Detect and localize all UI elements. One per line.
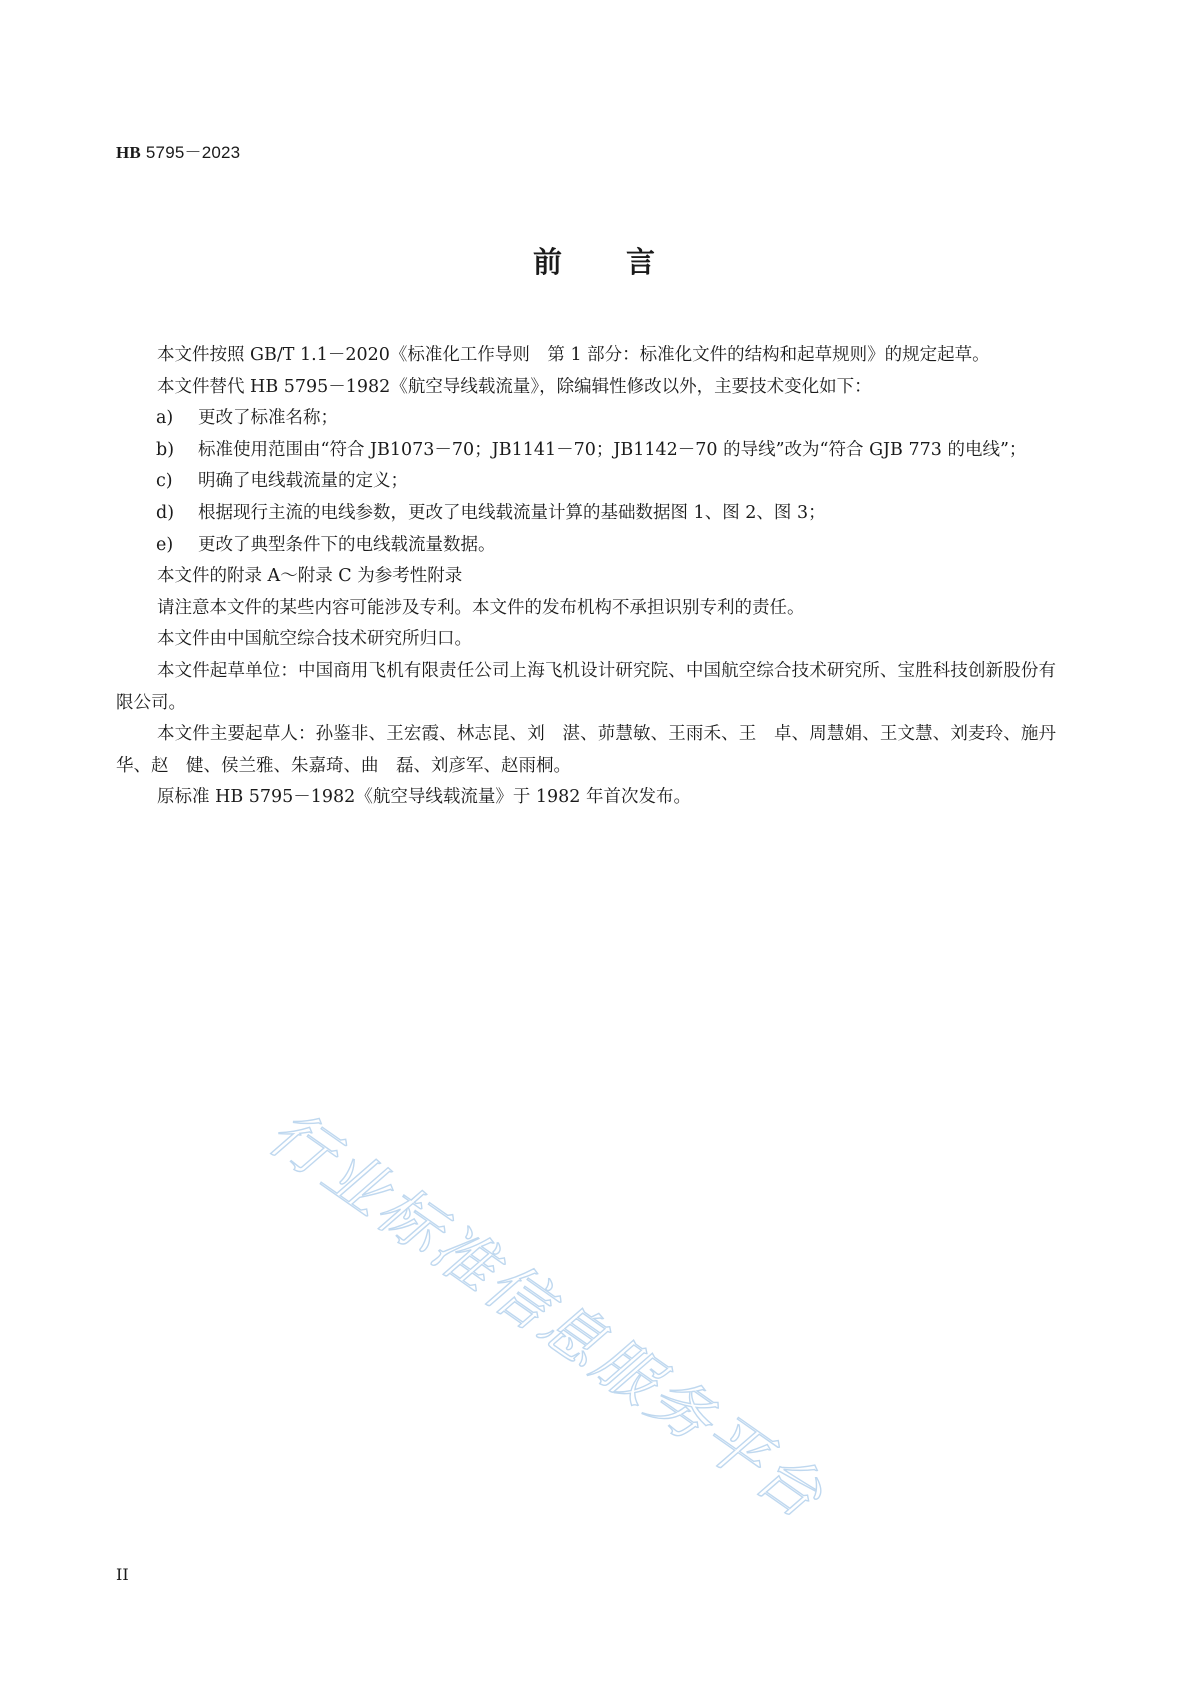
- change-text: 标准使用范围由“符合 JB1073－70；JB1141－70；JB1142－70 的导线”改为“符合 GJB 773 的电线”；: [198, 439, 1027, 460]
- change-marker: c): [156, 471, 173, 492]
- change-marker: a): [156, 408, 174, 429]
- paragraph-responsible: 本文件由中国航空综合技术研究所归口。: [157, 629, 472, 650]
- watermark: 行业标准信息服务平台: [255, 1095, 839, 1535]
- paragraph-drafting-rules: 本文件按照 GB/T 1.1－2020《标准化工作导则 第 1 部分：标准化文件的结构和起草规则》的规定起草。: [157, 345, 990, 365]
- change-item: [116, 403, 1056, 435]
- foreword-body: [116, 340, 1056, 814]
- document-code-prefix: HB: [116, 143, 141, 162]
- title-char-2: 言: [626, 245, 658, 279]
- paragraph-patent: 请注意本文件的某些内容可能涉及专利。本文件的发布机构不承担识别专利的责任。: [157, 597, 805, 618]
- paragraph-drafters: 本文件主要起草人：孙鉴非、王宏霞、林志昆、刘 湛、茆慧敏、王雨禾、王 卓、周慧娟、王文慧、刘麦玲、施丹华、赵 健、侯兰雅、朱嘉琦、曲 磊、刘彦军、赵雨桐。: [116, 724, 1056, 776]
- document-code-number: 5795－2023: [140, 143, 241, 162]
- page-title: [0, 240, 1190, 281]
- change-text: 更改了典型条件下的电线载流量数据。: [198, 534, 496, 555]
- change-text: 更改了标准名称；: [198, 408, 338, 429]
- title-char-1: 前: [532, 245, 564, 279]
- change-item: [116, 435, 1056, 467]
- change-marker: e): [156, 534, 174, 555]
- document-code: [116, 138, 240, 163]
- change-text: 根据现行主流的电线参数，更改了电线载流量计算的基础数据图 1、图 2、图 3；: [198, 502, 826, 523]
- change-marker: b): [156, 439, 175, 460]
- paragraph-appendix: 本文件的附录 A～附录 C 为参考性附录: [157, 566, 463, 587]
- paragraph-replacement: 本文件替代 HB 5795－1982《航空导线载流量》，除编辑性修改以外，主要技术变化如下：: [157, 376, 872, 397]
- change-item: [116, 466, 1056, 498]
- paragraph-original-standard: 原标准 HB 5795－1982《航空导线载流量》于 1982 年首次发布。: [157, 787, 691, 808]
- paragraph-drafting-units: 本文件起草单位：中国商用飞机有限责任公司上海飞机设计研究院、中国航空综合技术研究所、宝胜科技创新股份有限公司。: [116, 660, 1056, 713]
- change-item: [116, 530, 1056, 562]
- change-text: 明确了电线载流量的定义；: [198, 471, 408, 492]
- page-number: II: [116, 1565, 129, 1584]
- change-item: [116, 498, 1056, 530]
- change-marker: d): [156, 502, 175, 523]
